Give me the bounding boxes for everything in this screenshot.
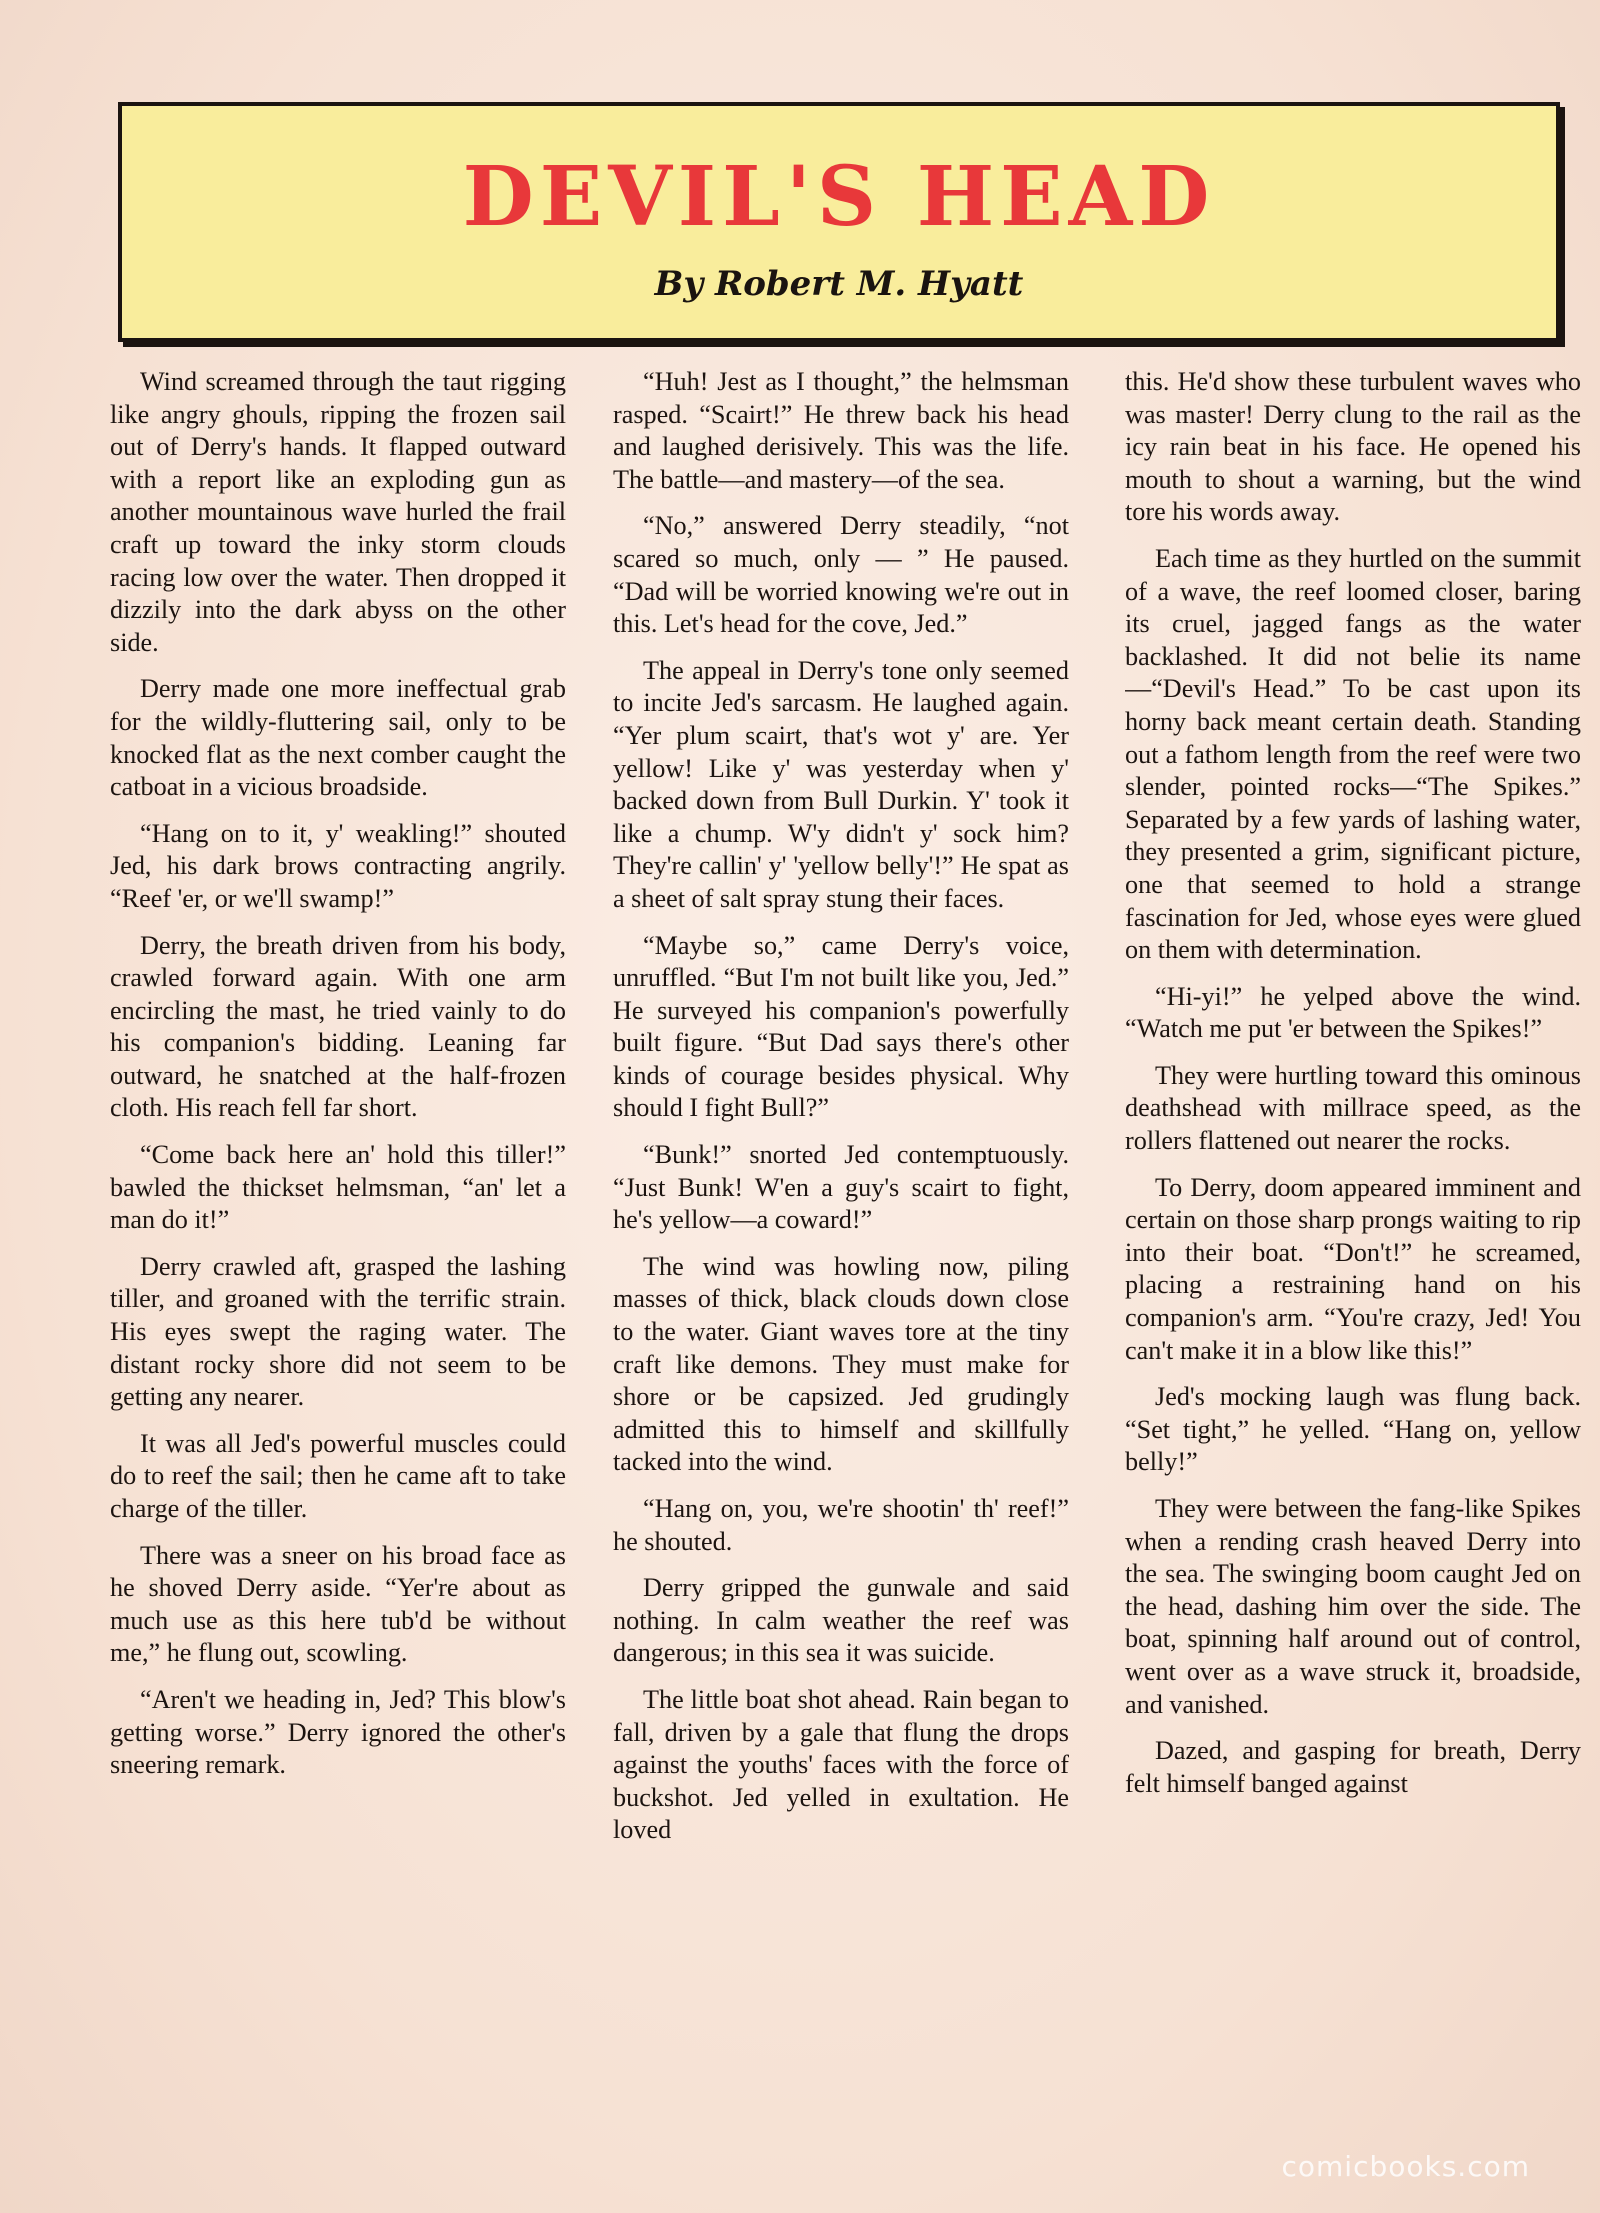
paragraph: Each time as they hurtled on the summit of a wave, the reef loomed closer, baring its cruel, jagged fangs as the water backlashed. It did not belie its name—“Devil's Head.” To be cast upon its horny back meant certain death. Standing out a fathom length from the reef were two slender, pointed rocks—“The Spikes.” Separated by a few yards of lashing water, they presented a grim, significant picture, one that seemed to hold a strange fascination for Jed, whose eyes were glued on them with determination. [1125,543,1581,965]
paragraph: The appeal in Derry's tone only seemed to incite Jed's sarcasm. He laughed again. “Yer plum scairt, that's wot y' are. Yer yellow! Like y' was yesterday when y' backed down from Bull Durkin. Y' took it like a chump. W'y didn't y' sock him? They're callin' y' 'yellow belly'!” He spat as a sheet of salt spray stung their faces. [613,655,1069,913]
paragraph: The wind was howling now, piling masses of thick, black clouds down close to the water. Giant waves tore at the tiny craft like demons. They must make for shore or be capsized. Jed grudingly admitted this to himself and skillfully tacked into the wind. [613,1251,1069,1477]
paragraph: “No,” answered Derry steadily, “not scared so much, only — ” He paused. “Dad will be worried knowing we're out in this. Let's head for the cove, Jed.” [613,511,1069,639]
paragraph: The little boat shot ahead. Rain began to fall, driven by a gale that flung the drops against the youths' faces with the force of buckshot. Jed yelled in exultation. He loved [613,1684,1069,1845]
paragraph: Dazed, and gasping for breath, Derry felt himself banged against [1125,1736,1581,1798]
paragraph: “Huh! Jest as I thought,” the helmsman rasped. “Scairt!” He threw back his head and laughed derisively. This was the life. The battle—and mastery—of the sea. [613,367,1069,494]
paragraph: They were between the fang-like Spikes when a rending crash heaved Derry into the sea. The swinging boom caught Jed on the head, dashing him over the side. The boat, spinning half around out of control, went over as a wave struck it, broadside, and vanished. [1125,1494,1581,1719]
paragraph: There was a sneer on his broad face as he shoved Derry aside. “Yer're about as much use as this here tub'd be without me,” he flung out, scowling. [110,1540,566,1668]
paragraph: It was all Jed's powerful muscles could do to reef the sail; then he came aft to take charge of the tiller. [110,1428,566,1523]
paragraph: “Aren't we heading in, Jed? This blow's getting worse.” Derry ignored the other's sneering remark. [110,1684,566,1780]
site-watermark: comicbooks.com [1281,2150,1530,2183]
paragraph: “Maybe so,” came Derry's voice, unruffled. “But I'm not built like you, Jed.” He surveyed his companion's powerfully built figure. “But Dad says there's other kinds of courage besides physical. Why should I fight Bull?” [613,930,1069,1123]
paragraph: “Bunk!” snorted Jed contemptuously. “Just Bunk! W'en a guy's scairt to fight, he's yellow—a coward!” [613,1140,1069,1235]
story-title: DEVIL'S HEAD [462,149,1216,245]
paragraph: Wind screamed through the taut rigging like angry ghouls, ripping the frozen sail out of Derry's hands. It flapped outward with a report like an exploding gun as another mountainous wave hurled the frail craft up toward the inky storm clouds racing low over the water. Then dropped it dizzily into the dark abyss on the other side. [110,367,566,657]
text-column-3 [1125,366,1581,2126]
paragraph: this. He'd show these turbulent waves who was master! Derry clung to the rail as the icy rain beat in his face. He opened his mouth to shout a warning, but the wind tore his words away. [1125,367,1581,527]
paragraph: “Come back here an' hold this tiller!” bawled the thickset helmsman, “an' let a man do it!” [110,1140,566,1235]
paragraph: Jed's mocking laugh was flung back. “Set tight,” he yelled. “Hang on, yellow belly!” [1125,1382,1581,1477]
text-column-2 [613,366,1069,2126]
paragraph: Derry crawled aft, grasped the lashing tiller, and groaned with the terrific strain. His eyes swept the raging water. The distant rocky shore did not seem to be getting any nearer. [110,1251,566,1412]
paragraph: To Derry, doom appeared imminent and certain on those sharp prongs waiting to rip into their boat. “Don't!” he screamed, placing a restraining hand on his companion's arm. “You're crazy, Jed! You can't make it in a blow like this!” [1125,1172,1581,1365]
author-byline: By Robert M. Hyatt [654,264,1024,304]
paragraph: “Hang on to it, y' weakling!” shouted Jed, his dark brows contracting angrily. “Reef 'er, or we'll swamp!” [110,818,566,913]
paragraph: “Hang on, you, we're shootin' th' reef!” he shouted. [613,1494,1069,1556]
paragraph: They were hurtling toward this ominous deathshead with millrace speed, as the rollers flattened out nearer the rocks. [1125,1060,1581,1156]
text-column-1 [110,366,566,2126]
paragraph: Derry gripped the gunwale and said nothing. In calm weather the reef was dangerous; in this sea it was suicide. [613,1573,1069,1668]
paragraph: Derry made one more ineffectual grab for the wildly-fluttering sail, only to be knocked flat as the next comber caught the catboat in a vicious broadside. [110,674,566,802]
paragraph: Derry, the breath driven from his body, crawled forward again. With one arm encircling the mast, he tried vainly to do his companion's bidding. Leaning far outward, he snatched at the half-frozen cloth. His reach fell far short. [110,930,566,1123]
paragraph: “Hi-yi!” he yelped above the wind. “Watch me put 'er between the Spikes!” [1125,981,1581,1044]
title-banner [118,102,1560,342]
